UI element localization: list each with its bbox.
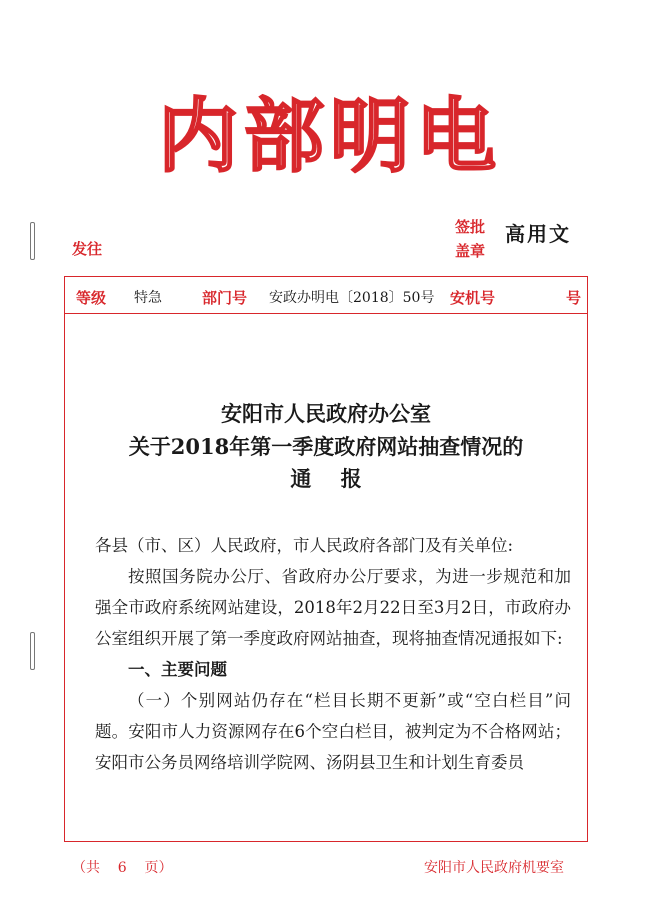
sign-label: 签批 — [455, 218, 486, 236]
issuer-office: 安阳市人民政府机要室 — [424, 860, 564, 876]
confidential-no-label: 安机号 — [450, 289, 496, 307]
section-title: 一、主要问题 — [128, 660, 227, 679]
grade-label: 等级 — [76, 289, 107, 307]
paragraph-issue-1: （一）个别网站仍存在“栏目长期不更新”或“空白栏目”问题。安阳市人力资源网存在6个空白栏目，被判定为不合格网站；安阳市公务员网络培训学院网、汤阴县卫生和计划生育委员 — [95, 691, 571, 772]
dept-no-label: 部门号 — [202, 289, 248, 307]
binder-ring-bottom — [30, 632, 35, 670]
addressee: 各县（市、区）人民政府，市人民政府各部门及有关单位: — [95, 536, 514, 555]
seal-label: 盖章 — [455, 242, 486, 260]
doc-heading-line1: 安阳市人民政府办公室 — [221, 401, 431, 426]
send-to-label: 发往 — [72, 240, 103, 258]
paragraph-intro: 按照国务院办公厅、省政府办公厅要求，为进一步规范和加强全市政府系统网站建设，2018年2月22日至3月2日，市政府办公室组织开展了第一季度政府网站抽查，现将抽查情况通报如下: — [95, 567, 571, 648]
grade-value: 特急 — [134, 290, 162, 306]
page-count: （共 6 页） — [72, 860, 173, 876]
signer-signature: 高用文 — [505, 222, 571, 246]
document-body — [95, 530, 571, 778]
meta-row-divider — [64, 313, 588, 314]
page-title: 内部明电 — [158, 90, 502, 183]
dept-no-value: 安政办明电〔2018〕50号 — [269, 290, 435, 306]
confidential-no-suffix: 号 — [566, 289, 582, 307]
binder-ring-top — [30, 222, 35, 260]
doc-heading-line3: 通 报 — [290, 466, 362, 491]
doc-heading-line2: 关于2018年第一季度政府网站抽查情况的 — [128, 434, 524, 459]
